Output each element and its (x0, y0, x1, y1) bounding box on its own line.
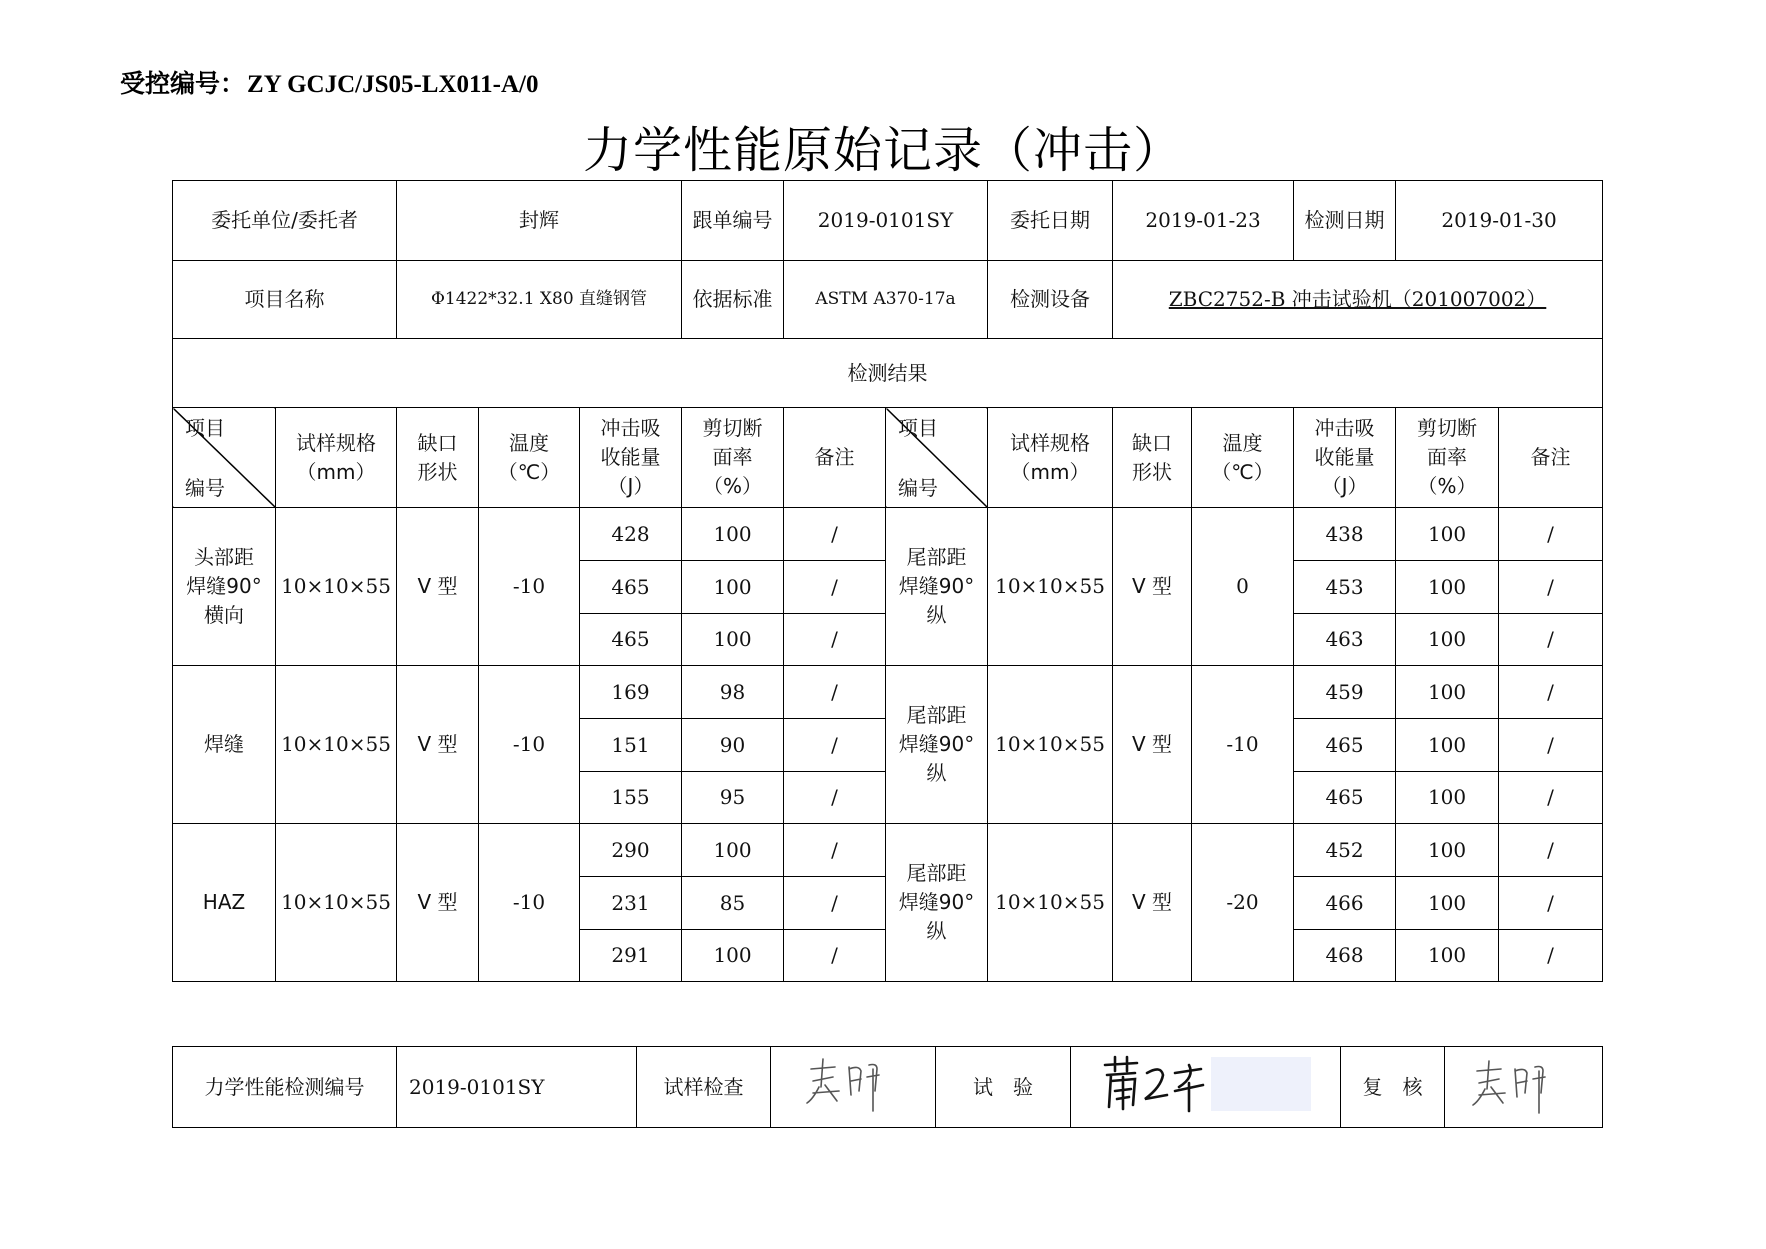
energy-header-line3: （J） (607, 474, 654, 498)
test-no-value: 2019-0101SY (397, 1047, 637, 1128)
client-label: 委托单位/委托者 (173, 181, 397, 261)
sample-spec-left: 10×10×55 (276, 824, 397, 982)
impact-energy-right: 468 (1294, 930, 1396, 982)
sample-position-right (886, 508, 988, 666)
sample-position-right (886, 824, 988, 982)
item-header-text: 项目 (898, 416, 939, 440)
remark-right: / (1499, 877, 1603, 930)
impact-energy-right: 465 (1294, 772, 1396, 824)
temp-header-right (1192, 408, 1294, 508)
sample-position-left (173, 666, 276, 824)
notch-shape-left: V 型 (397, 824, 479, 982)
remark-left: / (784, 614, 886, 666)
remark-right: / (1499, 666, 1603, 719)
notch-shape-right: V 型 (1113, 824, 1192, 982)
impact-energy-right: 453 (1294, 561, 1396, 614)
track-no-label: 跟单编号 (682, 181, 784, 261)
remark-right: / (1499, 930, 1603, 982)
item-header-text: 项目 (185, 416, 225, 440)
remark-header-right: 备注 (1499, 408, 1603, 508)
shear-header-left (682, 408, 784, 508)
footer-table (172, 1046, 1603, 1128)
shear-area-right: 100 (1396, 877, 1499, 930)
impact-energy-left: 231 (580, 877, 682, 930)
sample-position-line: 焊缝90° (898, 574, 975, 598)
info-row-2 (173, 261, 1603, 339)
shear-header-line3: （%） (703, 474, 763, 498)
client-value: 封辉 (397, 181, 682, 261)
sample-spec-left: 10×10×55 (276, 508, 397, 666)
remark-left: / (784, 561, 886, 614)
test-date-label: 检测日期 (1294, 181, 1396, 261)
notch-header-line1: 缺口 (1132, 430, 1173, 455)
sample-check-label: 试样检查 (637, 1047, 771, 1128)
number-header-text: 编号 (898, 476, 939, 500)
standard-value: ASTM A370-17a (784, 261, 988, 339)
shear-area-left: 100 (682, 824, 784, 877)
control-number-value: ZY GCJC/JS05-LX011-A/0 (247, 71, 539, 98)
impact-energy-right: 466 (1294, 877, 1396, 930)
shear-area-left: 85 (682, 877, 784, 930)
shear-area-left: 98 (682, 666, 784, 719)
shear-area-right: 100 (1396, 666, 1499, 719)
review-signature (1445, 1047, 1603, 1128)
item-no-header-left (173, 408, 276, 508)
notch-shape-left: V 型 (397, 508, 479, 666)
document-title: 力学性能原始记录（冲击） (582, 122, 1183, 179)
notch-header-left (397, 408, 479, 508)
test-date-value: 2019-01-30 (1396, 181, 1603, 261)
spec-header-line2: （mm） (1010, 459, 1090, 484)
notch-header-line2: 形状 (417, 459, 458, 484)
sample-position-right (886, 666, 988, 824)
sample-position-line: 头部距 (194, 545, 254, 569)
redaction-block (1211, 1057, 1311, 1111)
energy-header-left (580, 408, 682, 508)
sample-spec-right: 10×10×55 (988, 508, 1113, 666)
column-header-row (173, 408, 1603, 508)
sample-position-line: 焊缝 (204, 732, 244, 756)
shear-area-left: 100 (682, 508, 784, 561)
remark-left: / (784, 772, 886, 824)
impact-energy-right: 465 (1294, 719, 1396, 772)
impact-energy-right: 452 (1294, 824, 1396, 877)
shear-area-left: 100 (682, 930, 784, 982)
sample-spec-left: 10×10×55 (276, 666, 397, 824)
impact-energy-left: 428 (580, 508, 682, 561)
impact-energy-right: 459 (1294, 666, 1396, 719)
spec-header-line1: 试样规格 (296, 430, 376, 455)
shear-header-line2: 面率 (712, 445, 753, 469)
temp-header-line1: 温度 (1222, 430, 1263, 455)
test-no-label: 力学性能检测编号 (173, 1047, 397, 1128)
sample-position-line: 尾部距 (906, 861, 967, 885)
remark-left: / (784, 666, 886, 719)
energy-header-line2: 收能量 (600, 445, 661, 469)
remark-right: / (1499, 508, 1603, 561)
impact-energy-left: 465 (580, 614, 682, 666)
tester-label: 试 验 (936, 1047, 1071, 1128)
energy-header-line1: 冲击吸 (600, 416, 661, 440)
spec-header-line2: （mm） (296, 459, 376, 484)
footer-row (173, 1047, 1603, 1128)
notch-shape-right: V 型 (1113, 508, 1192, 666)
sample-position-line: 纵 (926, 761, 947, 785)
sample-position-line: 纵 (926, 919, 947, 943)
spec-header-left (276, 408, 397, 508)
impact-energy-left: 151 (580, 719, 682, 772)
shear-area-left: 90 (682, 719, 784, 772)
record-table (172, 180, 1603, 982)
sample-position-line: HAZ (202, 890, 246, 914)
sample-position-line: 纵 (926, 603, 947, 627)
tester-signature (1071, 1047, 1341, 1128)
sample-position-left (173, 824, 276, 982)
shear-area-right: 100 (1396, 824, 1499, 877)
remark-right: / (1499, 561, 1603, 614)
sample-position-line: 横向 (204, 603, 244, 627)
remark-left: / (784, 719, 886, 772)
temp-header-line2: （℃） (1211, 459, 1274, 484)
temp-header-left (479, 408, 580, 508)
shear-area-left: 95 (682, 772, 784, 824)
notch-shape-left: V 型 (397, 666, 479, 824)
temperature-left: -10 (479, 666, 580, 824)
impact-energy-left: 169 (580, 666, 682, 719)
shear-header-line1: 剪切断 (1417, 416, 1478, 440)
shear-area-right: 100 (1396, 719, 1499, 772)
sample-spec-right: 10×10×55 (988, 666, 1113, 824)
equipment-label: 检测设备 (988, 261, 1113, 339)
review-label: 复 核 (1341, 1047, 1445, 1128)
impact-energy-left: 155 (580, 772, 682, 824)
energy-header-right (1294, 408, 1396, 508)
item-name-value: Φ1422*32.1 X80 直缝钢管 (397, 261, 682, 339)
info-row-1 (173, 181, 1603, 261)
sample-position-line: 焊缝90° (898, 890, 975, 914)
energy-header-line2: 收能量 (1314, 445, 1375, 469)
remark-left: / (784, 877, 886, 930)
commission-date-label: 委托日期 (988, 181, 1113, 261)
remark-right: / (1499, 719, 1603, 772)
sample-position-line: 尾部距 (906, 545, 967, 569)
impact-energy-right: 463 (1294, 614, 1396, 666)
sample-position-line: 尾部距 (906, 703, 967, 727)
impact-energy-left: 465 (580, 561, 682, 614)
shear-area-right: 100 (1396, 561, 1499, 614)
sample-position-line: 焊缝90° (186, 574, 262, 598)
remark-right: / (1499, 614, 1603, 666)
remark-header-left: 备注 (784, 408, 886, 508)
shear-area-right: 100 (1396, 508, 1499, 561)
item-no-header-right (886, 408, 988, 508)
spec-header-right (988, 408, 1113, 508)
remark-left: / (784, 508, 886, 561)
impact-energy-left: 290 (580, 824, 682, 877)
result-row (173, 508, 1603, 561)
shear-area-left: 100 (682, 614, 784, 666)
review-signature-image (1445, 1047, 1603, 1119)
sample-position-line: 焊缝90° (898, 732, 975, 756)
shear-header-line2: 面率 (1427, 445, 1468, 469)
notch-header-line2: 形状 (1132, 459, 1173, 484)
temp-header-line2: （℃） (497, 459, 561, 484)
standard-label: 依据标准 (682, 261, 784, 339)
impact-energy-right: 438 (1294, 508, 1396, 561)
notch-header-line1: 缺口 (417, 430, 458, 455)
sample-spec-right: 10×10×55 (988, 824, 1113, 982)
item-name-label: 项目名称 (173, 261, 397, 339)
results-title-row (173, 339, 1603, 408)
energy-header-line1: 冲击吸 (1314, 416, 1375, 440)
sample-position-left (173, 508, 276, 666)
remark-left: / (784, 930, 886, 982)
remark-right: / (1499, 824, 1603, 877)
result-row (173, 824, 1603, 877)
notch-header-right (1113, 408, 1192, 508)
shear-area-right: 100 (1396, 930, 1499, 982)
shear-area-right: 100 (1396, 772, 1499, 824)
energy-header-line3: （J） (1321, 474, 1368, 498)
temperature-right: 0 (1192, 508, 1294, 666)
shear-area-left: 100 (682, 561, 784, 614)
shear-header-line3: （%） (1417, 474, 1477, 498)
results-title: 检测结果 (173, 339, 1603, 408)
shear-area-right: 100 (1396, 614, 1499, 666)
shear-header-line1: 剪切断 (702, 416, 763, 440)
temperature-left: -10 (479, 824, 580, 982)
equipment-value: ZBC2752-B 冲击试验机（201007002） (1113, 261, 1603, 339)
temp-header-line1: 温度 (509, 430, 549, 455)
control-number-label: 受控编号： (120, 69, 246, 98)
sample-check-signature (771, 1047, 936, 1128)
spec-header-line1: 试样规格 (1010, 430, 1091, 455)
track-no-value: 2019-0101SY (784, 181, 988, 261)
sample-check-signature-image (773, 1047, 933, 1119)
impact-energy-left: 291 (580, 930, 682, 982)
result-row (173, 666, 1603, 719)
number-header-text: 编号 (185, 476, 225, 500)
remark-right: / (1499, 772, 1603, 824)
remark-left: / (784, 824, 886, 877)
shear-header-right (1396, 408, 1499, 508)
temperature-right: -20 (1192, 824, 1294, 982)
commission-date-value: 2019-01-23 (1113, 181, 1294, 261)
temperature-right: -10 (1192, 666, 1294, 824)
notch-shape-right: V 型 (1113, 666, 1192, 824)
control-number (120, 64, 538, 100)
temperature-left: -10 (479, 508, 580, 666)
